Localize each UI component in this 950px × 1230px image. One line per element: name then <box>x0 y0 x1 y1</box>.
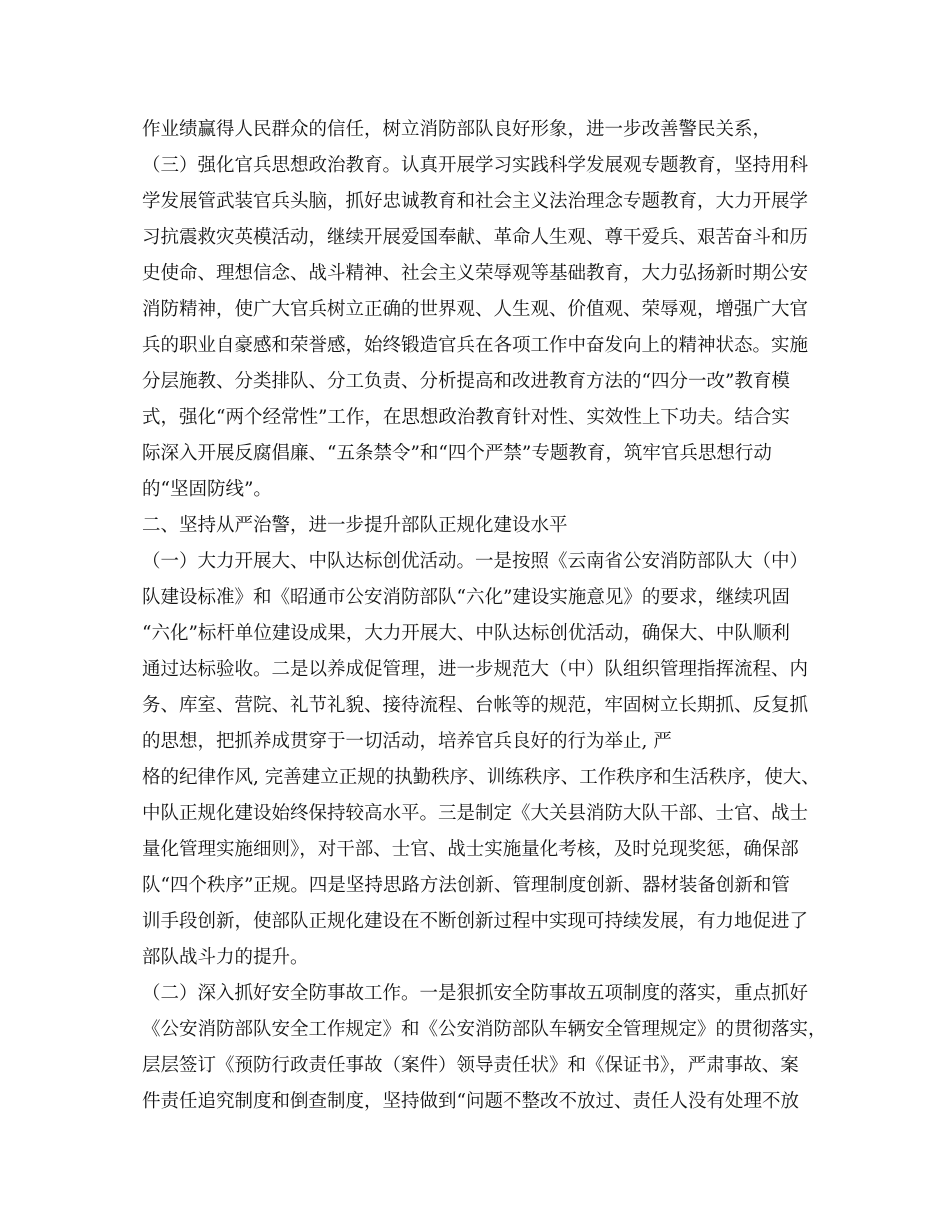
text-line: 训手段创新，使部队正规化建设在不断创新过程中实现可持续发展，有力地促进了 <box>142 911 809 932</box>
text-line: 量化管理实施细则》，对干部、士官、战士实施量化考核，及时兑现奖惩，确保部 <box>142 839 799 860</box>
text-line: 队“四个秩序”正规。四是坚持思路方法创新、管理制度创新、器材装备创新和管 <box>142 875 790 896</box>
text-line: 的“坚固防线”。 <box>142 479 272 500</box>
text-line: 分层施教、分类排队、分工负责、分析提高和改进教育方法的“四分一改”教育模 <box>142 371 790 392</box>
text-line: 的思想，把抓养成贯穿于一切活动，培养官兵良好的行为举止, 严 <box>142 731 672 752</box>
text-line: 式，强化“两个经常性”工作，在思想政治教育针对性、实效性上下功夫。结合实 <box>142 407 790 428</box>
text-line: “六化”标杆单位建设成果，大力开展大、中队达标创优活动，确保大、中队顺利 <box>142 623 790 644</box>
text-line: 消防精神，使广大官兵树立正确的世界观、人生观、价值观、荣辱观，增强广大官 <box>142 299 809 320</box>
text-line: 格的纪律作风, 完善建立正规的执勤秩序、训练秩序、工作秩序和生活秩序，使大、 <box>142 767 820 788</box>
text-line: 《公安消防部队安全工作规定》和《公安消防部队车辆安全管理规定》的贯彻落实， <box>142 1019 827 1040</box>
text-line: （一）大力开展大、中队达标创优活动。一是按照《云南省公安消防部队大（中） <box>142 551 809 572</box>
text-line: 通过达标验收。二是以养成促管理，进一步规范大（中）队组织管理指挥流程、内 <box>142 659 809 680</box>
text-line: （二）深入抓好安全防事故工作。一是狠抓安全防事故五项制度的落实，重点抓好 <box>142 983 809 1004</box>
text-line: 际深入开展反腐倡廉、“五条禁令”和“四个严禁”专题教育，筑牢官兵思想行动 <box>142 443 772 464</box>
text-line: 部队战斗力的提升。 <box>142 947 309 968</box>
text-line: 学发展管武装官兵头脑，抓好忠诚教育和社会主义法治理念专题教育，大力开展学 <box>142 191 809 212</box>
text-line: 习抗震救灾英模活动，继续开展爱国奉献、革命人生观、尊干爱兵、艰苦奋斗和历 <box>142 227 809 248</box>
text-line: 件责任追究制度和倒查制度，坚持做到“问题不整改不放过、责任人没有处理不放 <box>142 1091 799 1112</box>
text-line: 史使命、理想信念、战斗精神、社会主义荣辱观等基础教育，大力弘扬新时期公安 <box>142 263 809 284</box>
text-line: 务、库室、营院、礼节礼貌、接待流程、台帐等的规范，牢固树立长期抓、反复抓 <box>142 695 809 716</box>
section-heading: 二、坚持从严治警，进一步提升部队正规化建设水平 <box>142 515 568 536</box>
text-line: 作业绩赢得人民群众的信任，树立消防部队良好形象，进一步改善警民关系， <box>142 119 772 140</box>
text-line: 中队正规化建设始终保持较高水平。三是制定《大关县消防大队干部、士官、战士 <box>142 803 809 824</box>
text-line: 兵的职业自豪感和荣誉感，始终锻造官兵在各项工作中奋发向上的精神状态。实施 <box>142 335 809 356</box>
text-line: 队建设标准》和《昭通市公安消防部队“六化”建设实施意见》的要求，继续巩固 <box>142 587 790 608</box>
text-line: （三）强化官兵思想政治教育。认真开展学习实践科学发展观专题教育，坚持用科 <box>142 155 809 176</box>
text-line: 层层签订《预防行政责任事故（案件）领导责任状》和《保证书》，严肃事故、案 <box>142 1055 799 1076</box>
